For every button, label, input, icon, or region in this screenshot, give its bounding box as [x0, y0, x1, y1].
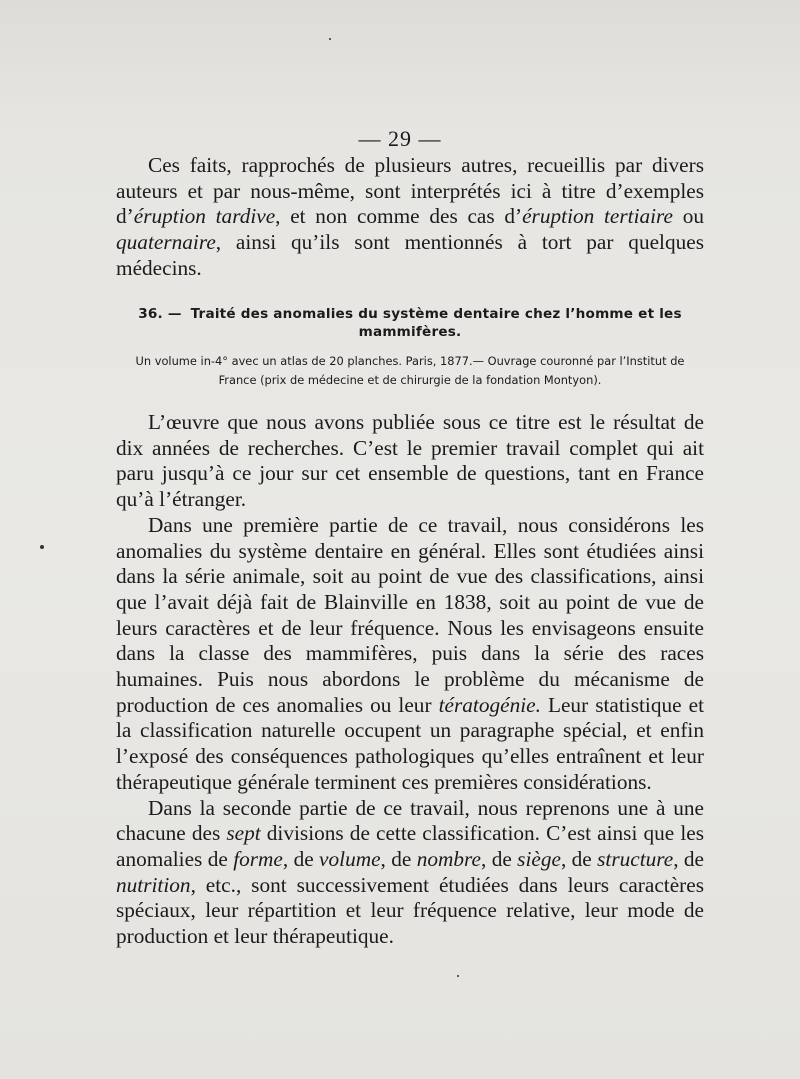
intro-paragraph — [116, 153, 704, 282]
body-text — [116, 410, 704, 950]
publication-note: Un volume in-4° avec un atlas de 20 planches. Paris, 1877.— Ouvrage couronné par l’Institut de France (prix de médecine et de chirurgie de la fondation Montyon). — [135, 354, 685, 387]
paragraph-1: L’œuvre que nous avons publiée sous ce titre est le résultat de dix années de recherches. C’est le premier travail complet qui ait paru jusqu’à ce jour sur cet ensemble de questions, tant en France qu’à l’étranger. — [116, 410, 704, 512]
section-number: 36. — — [138, 306, 182, 322]
paragraph-2: Dans une première partie de ce travail, nous considérons les anomalies du système dentaire en général. Elles sont étudiées ainsi dans la série animale, soit au point de vue des classifications, ainsi que l’avait déjà fait de Blainville en 1838, soit au point de vue de leurs caractères et de leur fréquence. Nous les envisageons ensuite dans la classe des mammifères, puis dans la série des races humaines. Puis nous abordons le problème du mécanisme de production de ces anomalies ou leur tératogénie. Leur statistique et la classification naturelle occupent un paragraphe spécial, et enfin l’exposé des conséquences pathologiques qu’elles entraînent et leur thérapeutique générale terminent ces premières considérations. — [116, 512, 704, 794]
section-title: Traité des anomalies du système dentaire chez l’homme et les mammifères. — [190, 306, 682, 340]
ink-speck — [40, 545, 44, 549]
page-number: — 29 — — [358, 126, 442, 151]
intro-text: Ces faits, rapprochés de plusieurs autres, recueillis par divers auteurs et par nous-même, sont interprétés ici à titre d’exemples d’éruption tardive, et non comme des cas d’éruption tertiaire ou quaternaire, ainsi qu’ils sont mentionnés à tort par quelques médecins. — [116, 153, 705, 280]
section-heading — [116, 305, 704, 341]
ink-speck — [329, 38, 331, 40]
ink-speck — [457, 975, 459, 977]
paragraph-3: Dans la seconde partie de ce travail, nous reprenons une à une chacune des sept divisions de cette classification. C’est ainsi que les anomalies de forme, de volume, de nombre, de siège, de structure, de nutrition, etc., sont successivement étudiées dans leurs caractères spéciaux, leur répartition et leur fréquence relative, leur mode de production et leur thérapeutique. — [116, 795, 705, 949]
